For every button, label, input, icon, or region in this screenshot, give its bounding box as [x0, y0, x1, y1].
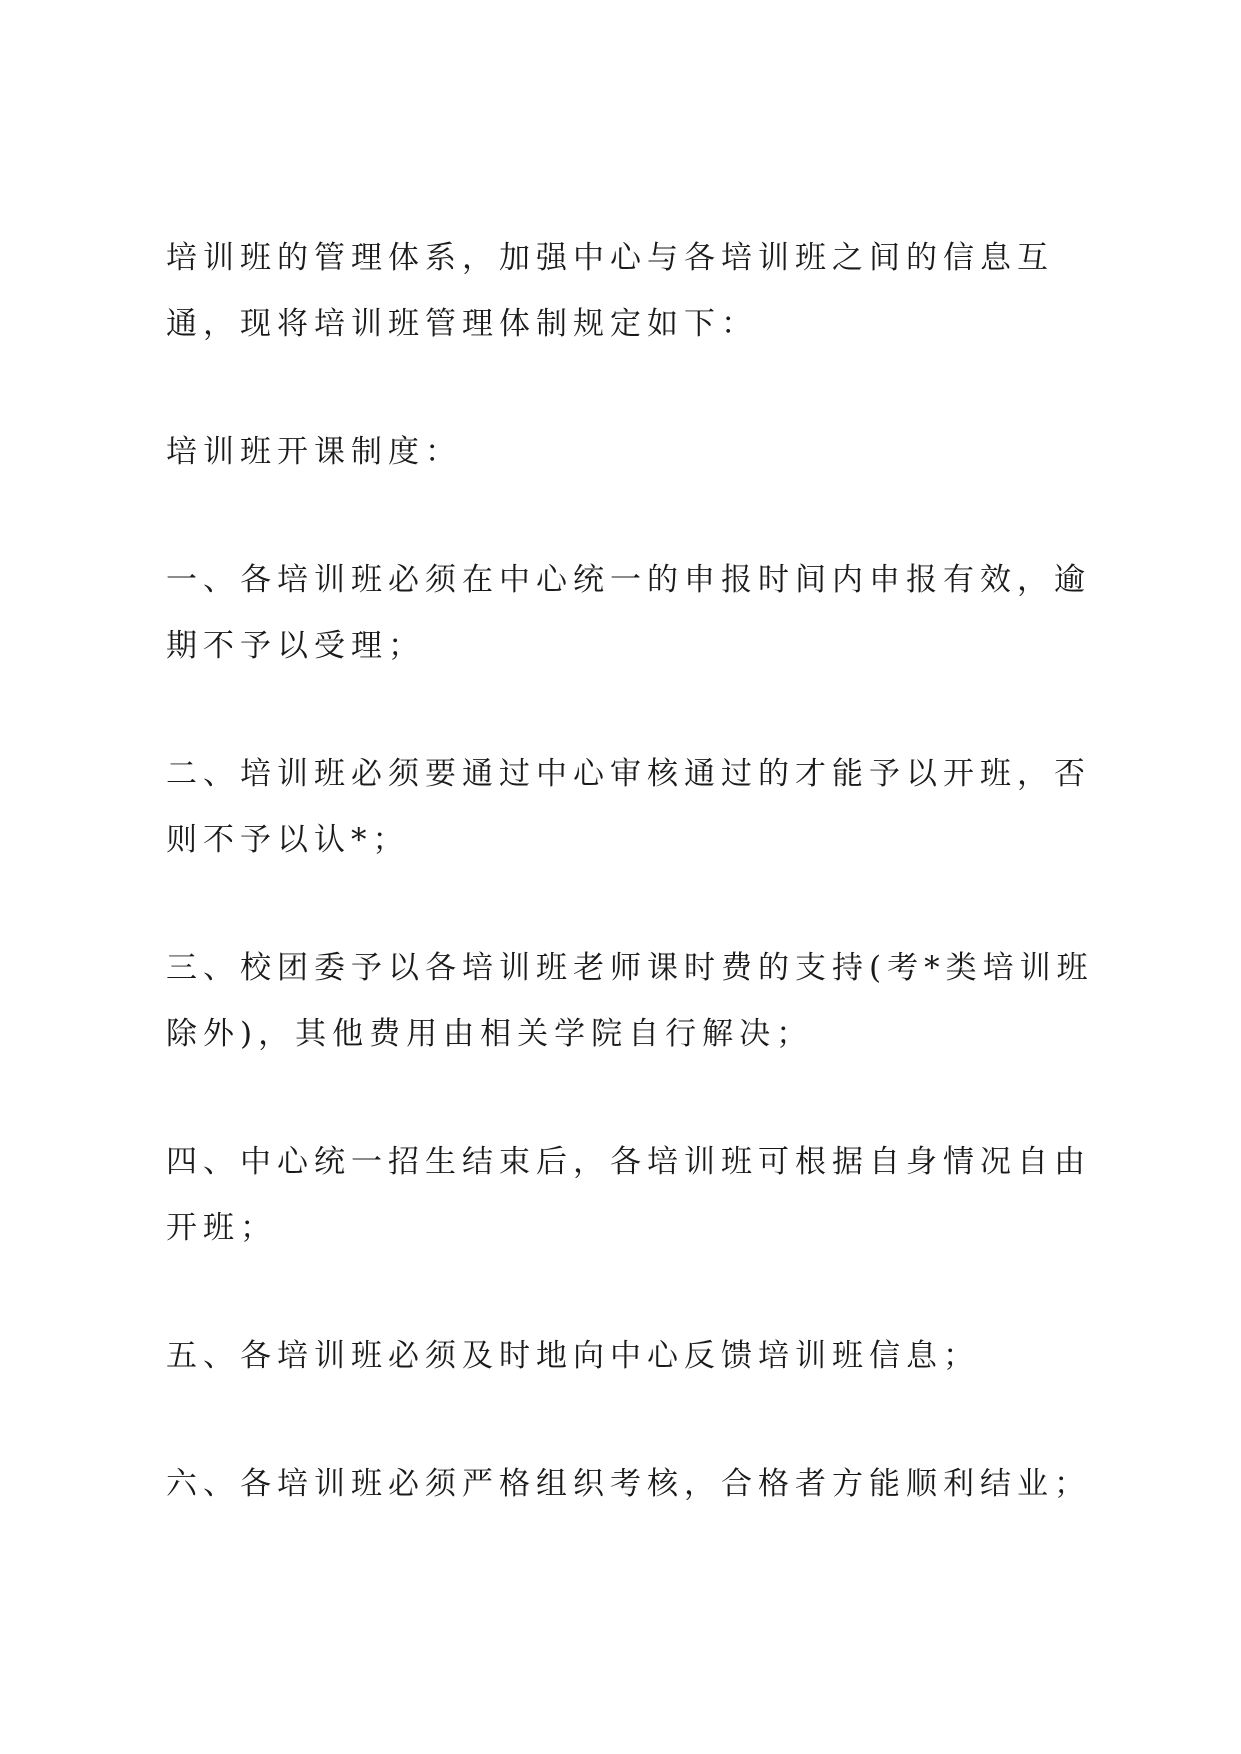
document-body	[166, 225, 1096, 1579]
paragraph-section-heading: 培训班开课制度：	[166, 434, 462, 470]
paragraph-rule-1: 一、各培训班必须在中心统一的申报时间内申报有效，逾期不予以受理；	[166, 562, 1091, 664]
paragraph-rule-5: 五、各培训班必须及时地向中心反馈培训班信息；	[166, 1338, 980, 1374]
paragraph-rule-2: 二、培训班必须要通过中心审核通过的才能予以开班，否则不予以认*；	[166, 756, 1091, 858]
paragraph-rule-4: 四、中心统一招生结束后，各培训班可根据自身情况自由开班；	[166, 1144, 1091, 1246]
paragraph-intro: 培训班的管理体系，加强中心与各培训班之间的信息互通，现将培训班管理体制规定如下：	[166, 240, 1054, 342]
paragraph-rule-6: 六、各培训班必须严格组织考核，合格者方能顺利结业；	[166, 1466, 1091, 1502]
paragraph-rule-3: 三、校团委予以各培训班老师课时费的支持(考*类培训班除外)，其他费用由相关学院自行解决；	[166, 950, 1094, 1052]
